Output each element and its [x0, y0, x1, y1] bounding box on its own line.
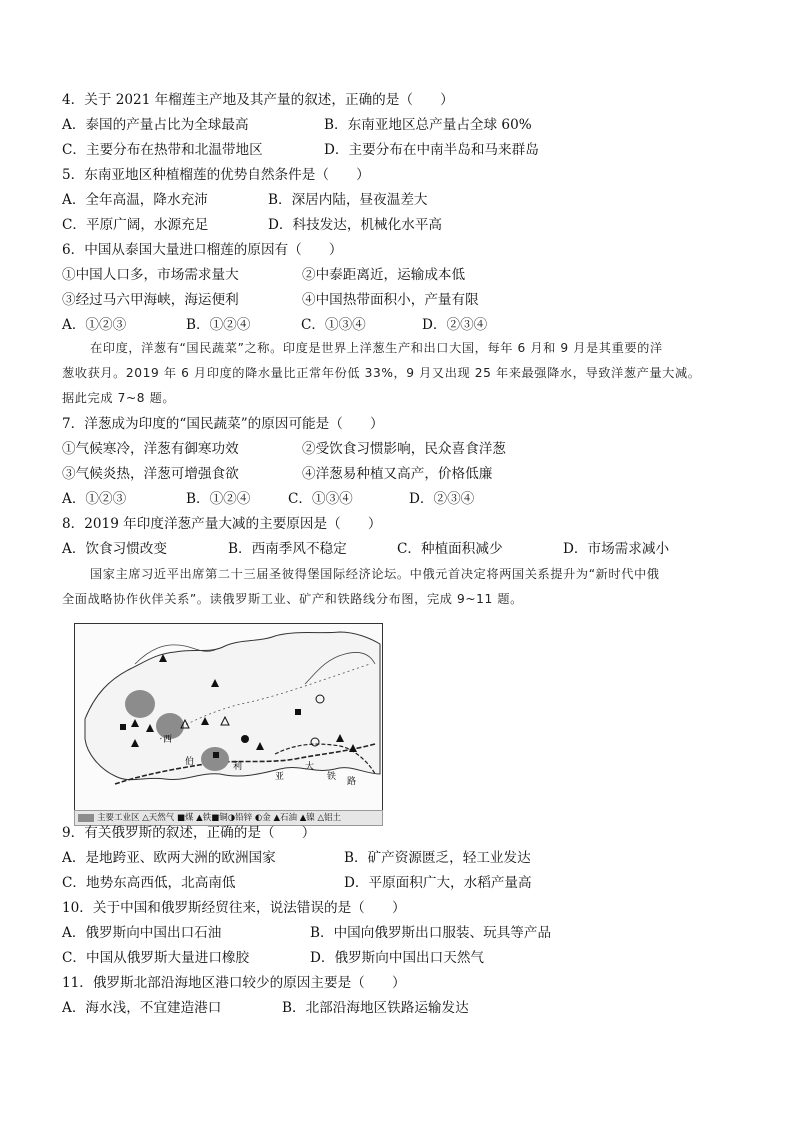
question-8-option-d: D．市场需求减小	[563, 541, 670, 557]
question-8-option-b: B．西南季风不稳定	[228, 541, 347, 557]
question-6-statement-4: ④中国热带面积小，产量有限	[302, 292, 479, 308]
question-6-stem: 6．中国从泰国大量进口榴莲的原因有（ ）	[62, 242, 343, 258]
question-10-option-b: B．中国向俄罗斯出口服装、玩具等产品	[310, 925, 552, 941]
passage-russia	[62, 562, 734, 612]
question-9-stem: 9．有关俄罗斯的叙述，正确的是（ ）	[62, 825, 316, 841]
question-7-option-d: D．②③④	[409, 491, 475, 507]
map-label-xi: 西	[163, 735, 173, 745]
question-6-statement-3: ③经过马六甲海峡，海运便利	[62, 292, 239, 308]
map-legend-text: 主要工业区 △天然气 ■煤 ▲铁■铜◑铅锌 ◐金 ▲石油 ▲镍 △铝土	[97, 813, 341, 823]
question-7-statement-1: ①气候寒冷，洋葱有御寒功效	[62, 441, 239, 457]
passage-russia-line-1: 国家主席习近平出席第二十三届圣彼得堡国际经济论坛。中俄元首决定将两国关系提升为“新时代中俄	[90, 567, 660, 581]
question-7-option-a: A．①②③	[62, 491, 127, 507]
question-11-option-a: A．海水浅，不宜建造港口	[62, 1000, 222, 1016]
question-5-option-a: A．全年高温，降水充沛	[62, 192, 208, 208]
map-label-bo: 伯	[185, 757, 195, 767]
industrial-zone-st-petersburg	[125, 690, 155, 718]
question-4-option-a: A．泰国的产量占比为全球最高	[62, 117, 249, 133]
question-9-option-a: A．是地跨亚、欧两大洲的欧洲国家	[62, 850, 276, 866]
question-7-stem: 7．洋葱成为印度的“国民蔬菜”的原因可能是（ ）	[62, 416, 384, 432]
passage-onion-line-2: 葱收获月。2019 年 6 月印度的降水量比正常年份低 33%，9 月又出现 25 年来最强降水，导致洋葱产量大减。	[62, 366, 701, 380]
question-4-option-c: C．主要分布在热带和北温带地区	[62, 142, 263, 158]
question-10-option-c: C．中国从俄罗斯大量进口橡胶	[62, 950, 250, 966]
question-6-option-d: D．②③④	[422, 317, 488, 333]
russia-map-svg	[75, 624, 382, 810]
question-8-option-a: A．饮食习惯改变	[62, 541, 167, 557]
map-label-ya: 亚	[275, 772, 285, 782]
question-6-statement-2: ②中泰距离近，运输成本低	[302, 267, 466, 283]
question-4-option-b: B．东南亚地区总产量占全球 60%	[324, 117, 532, 133]
question-11-option-b: B．北部沿海地区铁路运输发达	[282, 1000, 469, 1016]
question-10-option-a: A．俄罗斯向中国出口石油	[62, 925, 222, 941]
map-label-lu: 路	[347, 777, 357, 787]
question-7-statement-4: ④洋葱易种植又高产，价格低廉	[302, 466, 493, 482]
coal-symbol-yakutia	[295, 709, 301, 715]
russia-resource-map	[74, 623, 383, 811]
map-label-tie: 铁	[327, 772, 337, 782]
map-label-li: 利	[233, 762, 243, 772]
map-label-da: 大	[305, 762, 315, 772]
question-5-stem: 5．东南亚地区种植榴莲的优势自然条件是（ ）	[62, 167, 370, 183]
passage-onion	[62, 336, 734, 411]
question-4-option-d: D．主要分布在中南半岛和马来群岛	[324, 142, 539, 158]
question-5-option-d: D．科技发达，机械化水平高	[268, 217, 443, 233]
question-11-stem: 11．俄罗斯北部沿海地区港口较少的原因主要是（ ）	[62, 975, 406, 991]
coal-symbol-west	[120, 724, 126, 730]
industrial-zone-kuzbass	[201, 747, 229, 771]
question-6-option-b: B．①②④	[186, 317, 251, 333]
question-8-stem: 8．2019 年印度洋葱产量大减的主要原因是（ ）	[62, 516, 382, 532]
question-7-statement-3: ③气候炎热，洋葱可增强食欲	[62, 466, 239, 482]
question-7-option-b: B．①②④	[186, 491, 251, 507]
passage-onion-line-3: 据此完成 7~8 题。	[62, 391, 176, 405]
question-7-option-c: C．①③④	[288, 491, 353, 507]
question-4-stem: 4．关于 2021 年榴莲主产地及其产量的叙述，正确的是（ ）	[62, 92, 454, 108]
question-10-stem: 10．关于中国和俄罗斯经贸往来，说法错误的是（ ）	[62, 900, 406, 916]
question-8-option-c: C．种植面积减少	[397, 541, 503, 557]
coal-symbol-kuzbass	[213, 752, 219, 758]
question-9-option-c: C．地势东高西低，北高南低	[62, 875, 236, 891]
question-6-option-a: A．①②③	[62, 317, 127, 333]
lead-zinc-symbol	[241, 735, 249, 743]
question-7-statement-2: ②受饮食习惯影响，民众喜食洋葱	[302, 441, 506, 457]
passage-russia-line-2: 全面战略协作伙伴关系”。读俄罗斯工业、矿产和铁路线分布图，完成 9~11 题。	[62, 592, 523, 606]
question-6-statement-1: ①中国人口多，市场需求量大	[62, 267, 239, 283]
question-10-option-d: D．俄罗斯向中国出口天然气	[310, 950, 485, 966]
industrial-zone-swatch	[78, 814, 94, 822]
question-5-option-c: C．平原广阔，水源充足	[62, 217, 209, 233]
passage-onion-line-1: 在印度，洋葱有“国民蔬菜”之称。印度是世界上洋葱生产和出口大国，每年 6 月和 9 月是其重要的洋	[90, 341, 663, 355]
question-9-option-d: D．平原面积广大，水稻产量高	[344, 875, 532, 891]
question-5-option-b: B．深居内陆，昼夜温差大	[268, 192, 428, 208]
question-9-option-b: B．矿产资源匮乏，轻工业发达	[344, 850, 531, 866]
question-6-option-c: C．①③④	[301, 317, 366, 333]
